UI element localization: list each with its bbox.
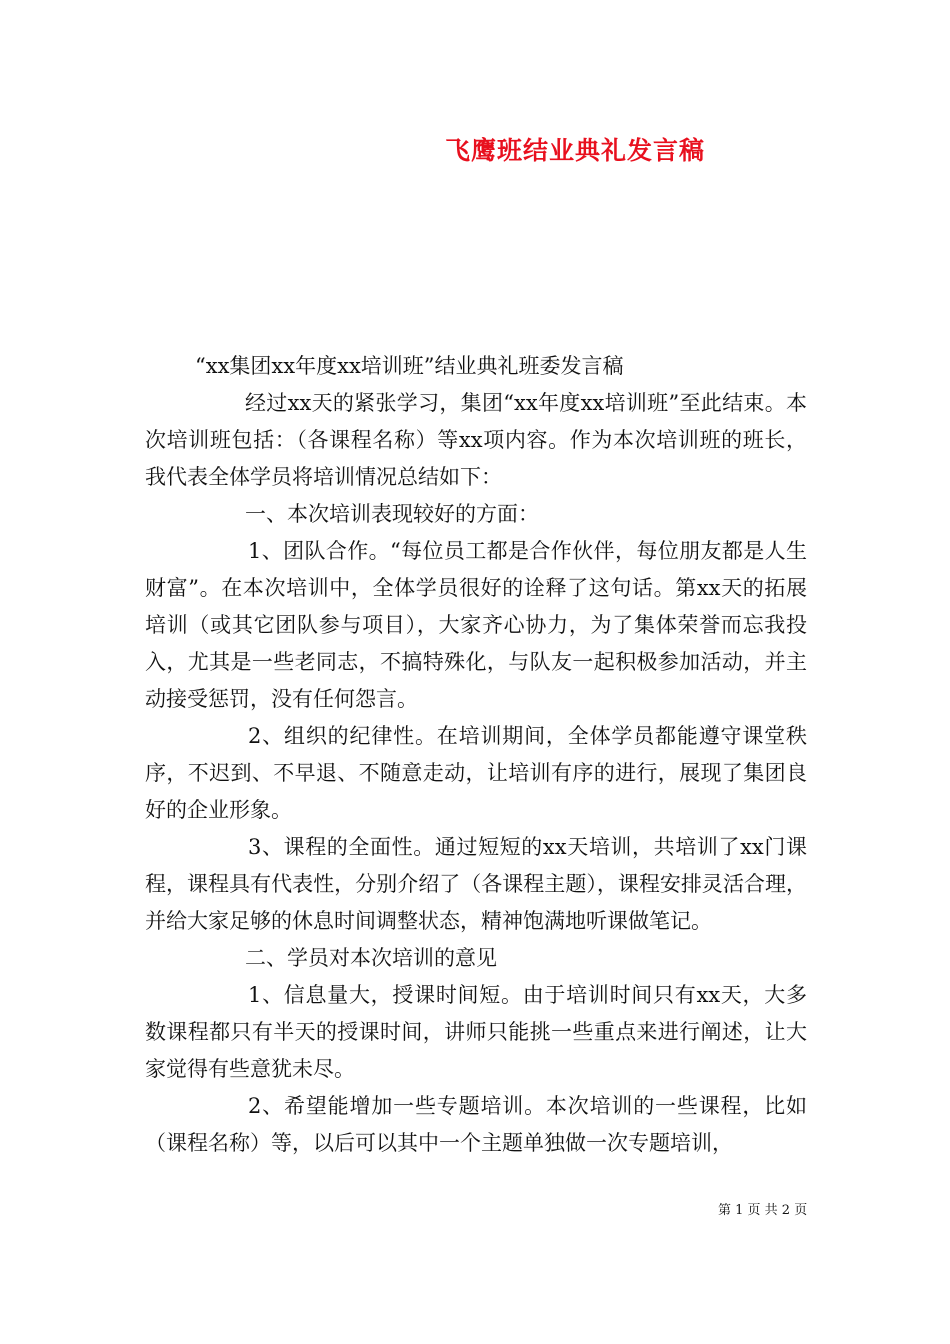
document-body xyxy=(145,348,807,1162)
page-number: 第 1 页 共 2 页 xyxy=(718,1203,808,1218)
paragraph-discipline: 2、组织的纪律性。在培训期间，全体学员都能遵守课堂秩序，不迟到、不早退、不随意走动，让培训有序的进行，展现了集团良好的企业形象。 xyxy=(145,724,807,822)
paragraph-teamwork: 1、团队合作。“每位员工都是合作伙伴，每位朋友都是人生财富”。在本次培训中，全体学员很好的诠释了这句话。第xx天的拓展培训（或其它团队参与项目），大家齐心协力，为了集体荣誉而忘我投入，尤其是一些老同志，不搞特殊化，与队友一起积极参加活动，并主动接受惩罚，没有任何怨言。 xyxy=(145,539,807,711)
section-heading-strengths: 一、本次培训表现较好的方面： xyxy=(245,502,539,526)
paragraph-special-training: 2、希望能增加一些专题培训。本次培训的一些课程，比如（课程名称）等，以后可以其中一个主题单独做一次专题培训， xyxy=(145,1094,807,1155)
section-heading-opinions: 二、学员对本次培训的意见 xyxy=(245,946,497,970)
paragraph-information: 1、信息量大，授课时间短。由于培训时间只有xx天，大多数课程都只有半天的授课时间，讲师只能挑一些重点来进行阐述，让大家觉得有些意犹未尽。 xyxy=(145,983,807,1081)
paragraph-courses: 3、课程的全面性。通过短短的xx天培训，共培训了xx门课程，课程具有代表性，分别介绍了（各课程主题），课程安排灵活合理，并给大家足够的休息时间调整状态，精神饱满地听课做笔记。 xyxy=(145,835,807,933)
document-title: 飞鹰班结业典礼发言稿 xyxy=(444,136,705,165)
document-subtitle: “xx集团xx年度xx培训班”结业典礼班委发言稿 xyxy=(195,354,624,378)
paragraph-intro: 经过xx天的紧张学习，集团“xx年度xx培训班”至此结束。本次培训班包括：（各课程名称）等xx项内容。作为本次培训班的班长，我代表全体学员将培训情况总结如下： xyxy=(145,391,807,489)
